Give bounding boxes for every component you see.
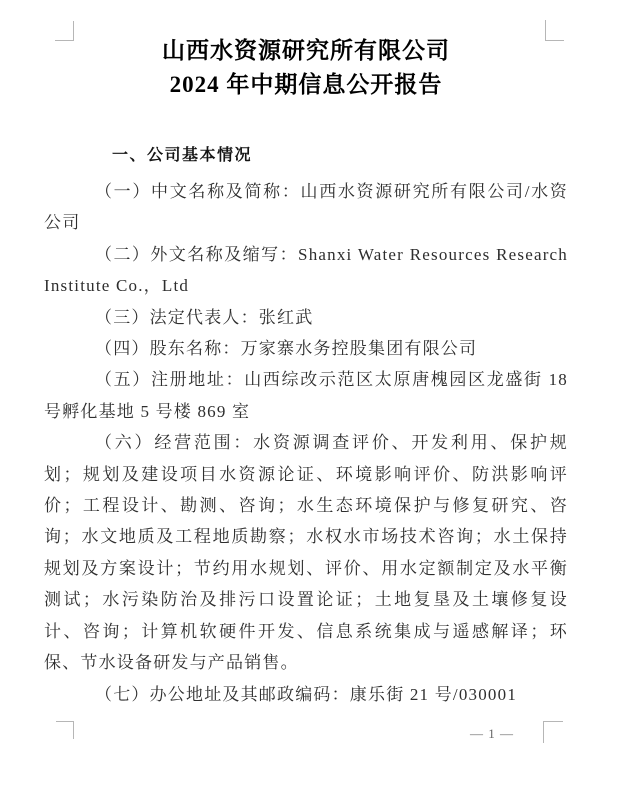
paragraph-item-3: （三）法定代表人：张红武 xyxy=(95,307,314,327)
document-title-line-1: 山西水资源研究所有限公司 xyxy=(162,38,450,63)
document-body xyxy=(44,176,568,710)
paragraph-item-6: （六）经营范围：水资源调查评价、开发利用、保护规划；规划及建设项目水资源论证、环境影响评价、防洪影响评价；工程设计、勘测、咨询；水生态环境保护与修复研究、咨询；水文地质及工程地质勘察；水权水市场技术咨询；水土保持规划及方案设计；节约用水规划、评价、用水定额制定及水平衡测试；水污染防治及排污口设置论证；土地复垦及土壤修复设计、咨询；计算机软硬件开发、信息系统集成与遥感解译；环保、节水设备研发与产品销售。 xyxy=(44,433,568,673)
paragraph-item-2: （二）外文名称及缩写：Shanxi Water Resources Research Institute Co.，Ltd xyxy=(44,244,568,296)
paragraph-item-5: （五）注册地址：山西综改示范区太原唐槐园区龙盛街 18 号孵化基地 5 号楼 869 室 xyxy=(44,370,568,421)
page-number: — 1 — xyxy=(470,726,514,741)
corner-mark-bottom-right xyxy=(543,721,563,743)
paragraph-item-1: （一）中文名称及简称：山西水资源研究所有限公司/水资公司 xyxy=(44,182,568,233)
paragraph-item-7: （七）办公地址及其邮政编码：康乐街 21 号/030001 xyxy=(95,684,518,704)
document-title xyxy=(44,34,568,102)
section-heading: 一、公司基本情况 xyxy=(112,147,253,164)
document-title-line-2: 2024 年中期信息公开报告 xyxy=(169,72,443,97)
corner-mark-bottom-left xyxy=(56,721,74,739)
paragraph-item-4: （四）股东名称：万家寨水务控股集团有限公司 xyxy=(95,339,478,359)
